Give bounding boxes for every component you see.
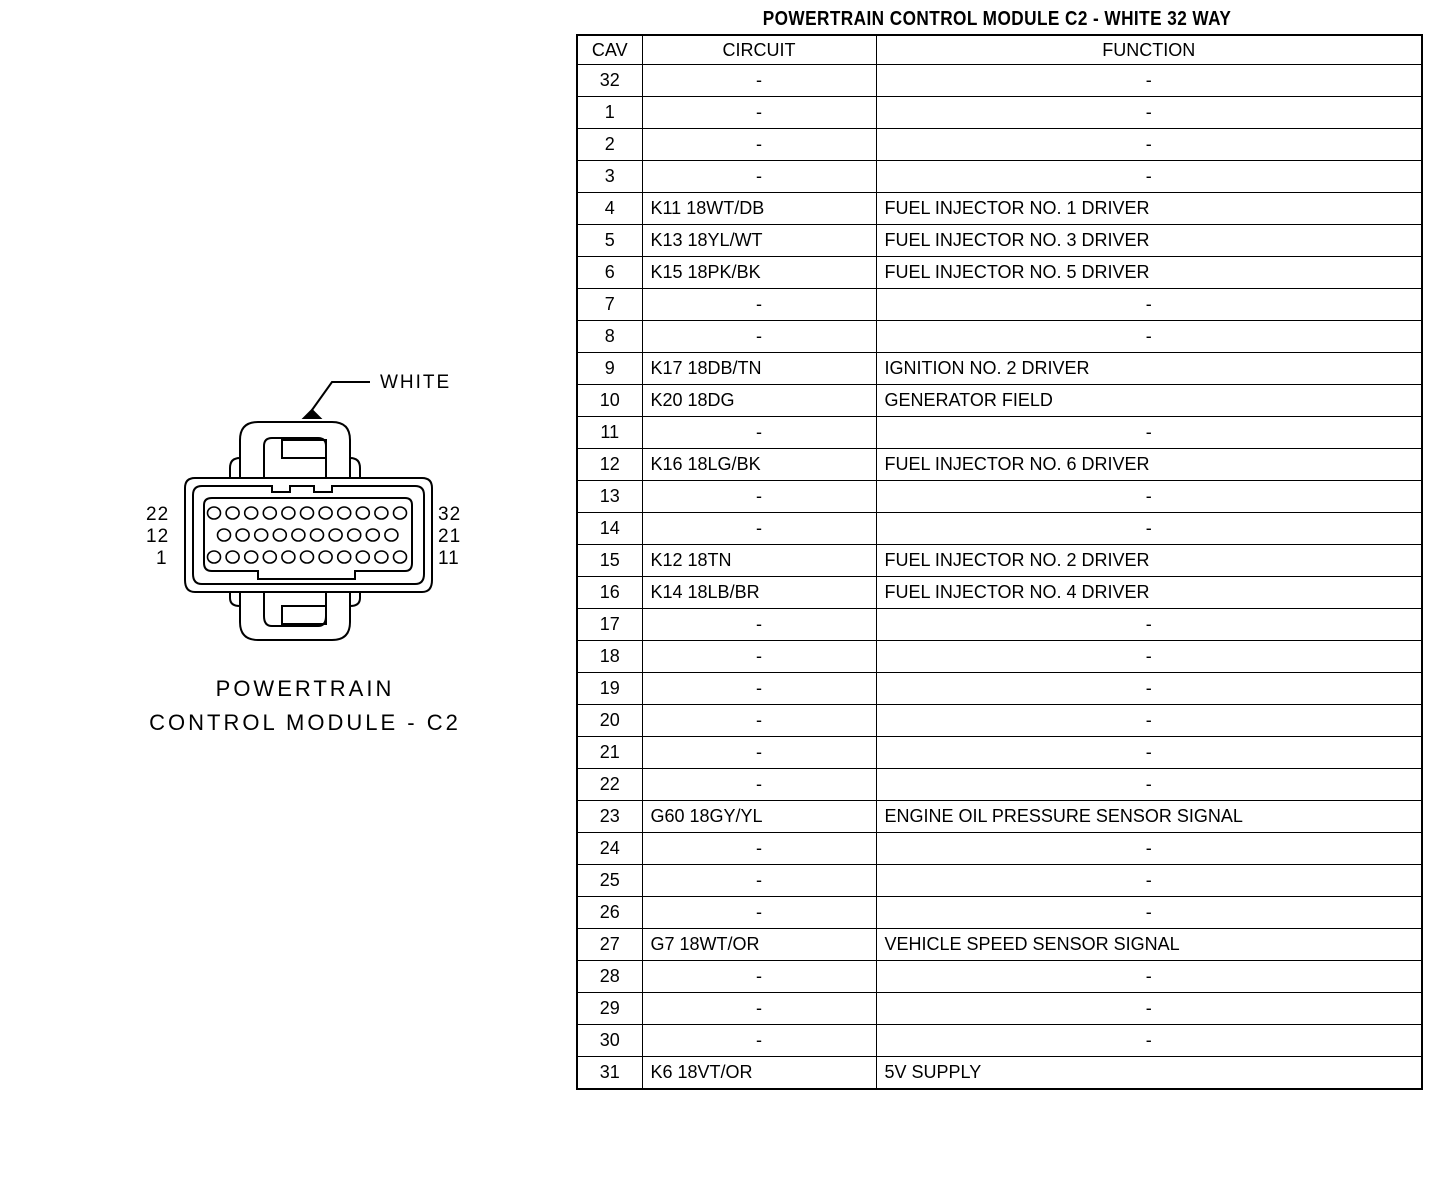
cell-function: - xyxy=(876,129,1422,161)
table-row xyxy=(577,1025,1422,1057)
cell-cav: 15 xyxy=(577,545,642,577)
connector-color-label: WHITE xyxy=(380,372,452,393)
cell-circuit: - xyxy=(642,289,876,321)
pin-hole xyxy=(375,507,388,519)
pin-hole xyxy=(301,551,314,563)
pin-hole xyxy=(394,507,407,519)
cell-circuit: - xyxy=(642,1025,876,1057)
cell-circuit: - xyxy=(642,769,876,801)
table-row xyxy=(577,449,1422,481)
cell-cav: 16 xyxy=(577,577,642,609)
cell-circuit: K17 18DB/TN xyxy=(642,353,876,385)
cell-circuit: - xyxy=(642,641,876,673)
cell-cav: 31 xyxy=(577,1057,642,1090)
table-title: POWERTRAIN CONTROL MODULE C2 - WHITE 32 WAY xyxy=(762,8,1232,30)
pin-hole xyxy=(263,551,276,563)
cell-function: 5V SUPPLY xyxy=(876,1057,1422,1090)
cell-cav: 30 xyxy=(577,1025,642,1057)
cell-cav: 32 xyxy=(577,65,642,97)
pin-hole xyxy=(273,529,286,541)
table-row xyxy=(577,801,1422,833)
cell-cav: 18 xyxy=(577,641,642,673)
cell-circuit: - xyxy=(642,609,876,641)
cell-cav: 10 xyxy=(577,385,642,417)
cell-function: - xyxy=(876,865,1422,897)
table-row xyxy=(577,545,1422,577)
cell-circuit: - xyxy=(642,161,876,193)
cell-function: FUEL INJECTOR NO. 1 DRIVER xyxy=(876,193,1422,225)
cell-cav: 2 xyxy=(577,129,642,161)
pin-label-top-left: 22 xyxy=(146,504,170,525)
cell-cav: 13 xyxy=(577,481,642,513)
pin-hole xyxy=(218,529,231,541)
connector-drawing xyxy=(140,360,480,660)
cell-cav: 29 xyxy=(577,993,642,1025)
pin-hole xyxy=(282,507,295,519)
cell-function: - xyxy=(876,289,1422,321)
cell-function: - xyxy=(876,513,1422,545)
pin-hole xyxy=(366,529,379,541)
cell-circuit: - xyxy=(642,65,876,97)
pin-holes xyxy=(208,507,407,563)
cell-circuit: G7 18WT/OR xyxy=(642,929,876,961)
connector-title-line2: CONTROL MODULE - C2 xyxy=(149,710,461,735)
cell-circuit: - xyxy=(642,417,876,449)
cell-cav: 12 xyxy=(577,449,642,481)
cell-function: - xyxy=(876,321,1422,353)
pin-hole xyxy=(301,507,314,519)
table-row xyxy=(577,993,1422,1025)
cell-cav: 7 xyxy=(577,289,642,321)
header-function: FUNCTION xyxy=(876,35,1422,65)
cell-function: - xyxy=(876,705,1422,737)
cell-cav: 6 xyxy=(577,257,642,289)
cell-function: - xyxy=(876,897,1422,929)
cell-circuit: - xyxy=(642,129,876,161)
cell-circuit: K16 18LG/BK xyxy=(642,449,876,481)
table-row xyxy=(577,577,1422,609)
cell-circuit: - xyxy=(642,673,876,705)
cell-cav: 19 xyxy=(577,673,642,705)
arrow-icon xyxy=(304,410,320,418)
cell-cav: 14 xyxy=(577,513,642,545)
cell-cav: 17 xyxy=(577,609,642,641)
table-header-row xyxy=(577,35,1422,65)
cell-function: GENERATOR FIELD xyxy=(876,385,1422,417)
cell-circuit: - xyxy=(642,513,876,545)
table-row xyxy=(577,65,1422,97)
cell-function: - xyxy=(876,673,1422,705)
cell-circuit: G60 18GY/YL xyxy=(642,801,876,833)
pin-label-middle-left: 12 xyxy=(146,526,170,547)
pin-hole xyxy=(311,529,324,541)
pin-hole xyxy=(356,551,369,563)
header-cav: CAV xyxy=(577,35,642,65)
cell-function: - xyxy=(876,97,1422,129)
pin-label-top-right: 32 xyxy=(438,504,462,525)
pin-hole xyxy=(319,551,332,563)
cell-function: FUEL INJECTOR NO. 5 DRIVER xyxy=(876,257,1422,289)
pinout-table xyxy=(576,34,1423,1090)
table-row xyxy=(577,97,1422,129)
cell-cav: 21 xyxy=(577,737,642,769)
table-row xyxy=(577,257,1422,289)
table-row xyxy=(577,737,1422,769)
pin-label-bottom-left: 1 xyxy=(156,548,168,569)
cell-function: VEHICLE SPEED SENSOR SIGNAL xyxy=(876,929,1422,961)
pin-hole xyxy=(236,529,249,541)
pin-hole xyxy=(226,507,239,519)
pin-hole xyxy=(226,551,239,563)
cell-cav: 9 xyxy=(577,353,642,385)
cell-cav: 1 xyxy=(577,97,642,129)
cell-circuit: K13 18YL/WT xyxy=(642,225,876,257)
cell-circuit: - xyxy=(642,993,876,1025)
leader-line xyxy=(312,382,370,410)
table-row xyxy=(577,193,1422,225)
cell-function: FUEL INJECTOR NO. 4 DRIVER xyxy=(876,577,1422,609)
table-row xyxy=(577,225,1422,257)
pin-hole xyxy=(245,507,258,519)
cell-function: - xyxy=(876,481,1422,513)
pin-hole xyxy=(348,529,361,541)
cell-cav: 25 xyxy=(577,865,642,897)
cell-function: - xyxy=(876,609,1422,641)
table-row xyxy=(577,481,1422,513)
table-row xyxy=(577,609,1422,641)
cell-circuit: K6 18VT/OR xyxy=(642,1057,876,1090)
cell-function: - xyxy=(876,417,1422,449)
table-row xyxy=(577,353,1422,385)
cell-function: FUEL INJECTOR NO. 3 DRIVER xyxy=(876,225,1422,257)
connector-diagram xyxy=(140,360,480,760)
cell-function: - xyxy=(876,1025,1422,1057)
cell-circuit: K14 18LB/BR xyxy=(642,577,876,609)
table-row xyxy=(577,129,1422,161)
pin-hole xyxy=(385,529,398,541)
table-row xyxy=(577,929,1422,961)
pin-hole xyxy=(394,551,407,563)
cell-circuit: - xyxy=(642,833,876,865)
cell-function: - xyxy=(876,769,1422,801)
cell-circuit: K12 18TN xyxy=(642,545,876,577)
pin-hole xyxy=(338,507,351,519)
cell-circuit: - xyxy=(642,481,876,513)
table-row xyxy=(577,769,1422,801)
cell-circuit: - xyxy=(642,705,876,737)
pin-hole xyxy=(208,551,221,563)
table-row xyxy=(577,961,1422,993)
table-row xyxy=(577,1057,1422,1090)
cell-cav: 5 xyxy=(577,225,642,257)
cell-circuit: - xyxy=(642,97,876,129)
table-row xyxy=(577,417,1422,449)
connector-title-line1: POWERTRAIN xyxy=(215,676,395,701)
pin-hole xyxy=(245,551,258,563)
table-row xyxy=(577,641,1422,673)
cell-circuit: K15 18PK/BK xyxy=(642,257,876,289)
cell-cav: 20 xyxy=(577,705,642,737)
cell-circuit: - xyxy=(642,321,876,353)
cell-function: - xyxy=(876,65,1422,97)
cell-function: ENGINE OIL PRESSURE SENSOR SIGNAL xyxy=(876,801,1422,833)
cell-function: - xyxy=(876,961,1422,993)
cell-cav: 8 xyxy=(577,321,642,353)
cell-circuit: K11 18WT/DB xyxy=(642,193,876,225)
cell-function: - xyxy=(876,993,1422,1025)
cell-circuit: - xyxy=(642,865,876,897)
cell-circuit: K20 18DG xyxy=(642,385,876,417)
pin-label-middle-right: 21 xyxy=(438,526,462,547)
pin-hole xyxy=(255,529,268,541)
table-row xyxy=(577,833,1422,865)
cell-cav: 28 xyxy=(577,961,642,993)
table-row xyxy=(577,673,1422,705)
pin-hole xyxy=(338,551,351,563)
pin-hole xyxy=(375,551,388,563)
table-row xyxy=(577,289,1422,321)
table-row xyxy=(577,705,1422,737)
cell-function: IGNITION NO. 2 DRIVER xyxy=(876,353,1422,385)
cell-function: - xyxy=(876,833,1422,865)
table-row xyxy=(577,865,1422,897)
cell-cav: 11 xyxy=(577,417,642,449)
table-body xyxy=(577,65,1422,1090)
cell-cav: 24 xyxy=(577,833,642,865)
cell-circuit: - xyxy=(642,897,876,929)
cell-function: - xyxy=(876,641,1422,673)
table-row xyxy=(577,385,1422,417)
table-row xyxy=(577,321,1422,353)
pin-hole xyxy=(263,507,276,519)
table-row xyxy=(577,161,1422,193)
pin-hole xyxy=(292,529,305,541)
cell-cav: 23 xyxy=(577,801,642,833)
cell-function: - xyxy=(876,737,1422,769)
pin-label-bottom-right: 11 xyxy=(438,548,460,569)
header-circuit: CIRCUIT xyxy=(642,35,876,65)
pin-hole xyxy=(319,507,332,519)
table-row xyxy=(577,513,1422,545)
pin-hole xyxy=(329,529,342,541)
cell-function: - xyxy=(876,161,1422,193)
cell-cav: 3 xyxy=(577,161,642,193)
pin-hole xyxy=(356,507,369,519)
pin-hole xyxy=(208,507,221,519)
cell-circuit: - xyxy=(642,961,876,993)
cell-cav: 26 xyxy=(577,897,642,929)
cell-circuit: - xyxy=(642,737,876,769)
table-row xyxy=(577,897,1422,929)
cell-function: FUEL INJECTOR NO. 6 DRIVER xyxy=(876,449,1422,481)
cell-cav: 22 xyxy=(577,769,642,801)
cell-cav: 4 xyxy=(577,193,642,225)
cell-cav: 27 xyxy=(577,929,642,961)
pin-hole xyxy=(282,551,295,563)
cell-function: FUEL INJECTOR NO. 2 DRIVER xyxy=(876,545,1422,577)
